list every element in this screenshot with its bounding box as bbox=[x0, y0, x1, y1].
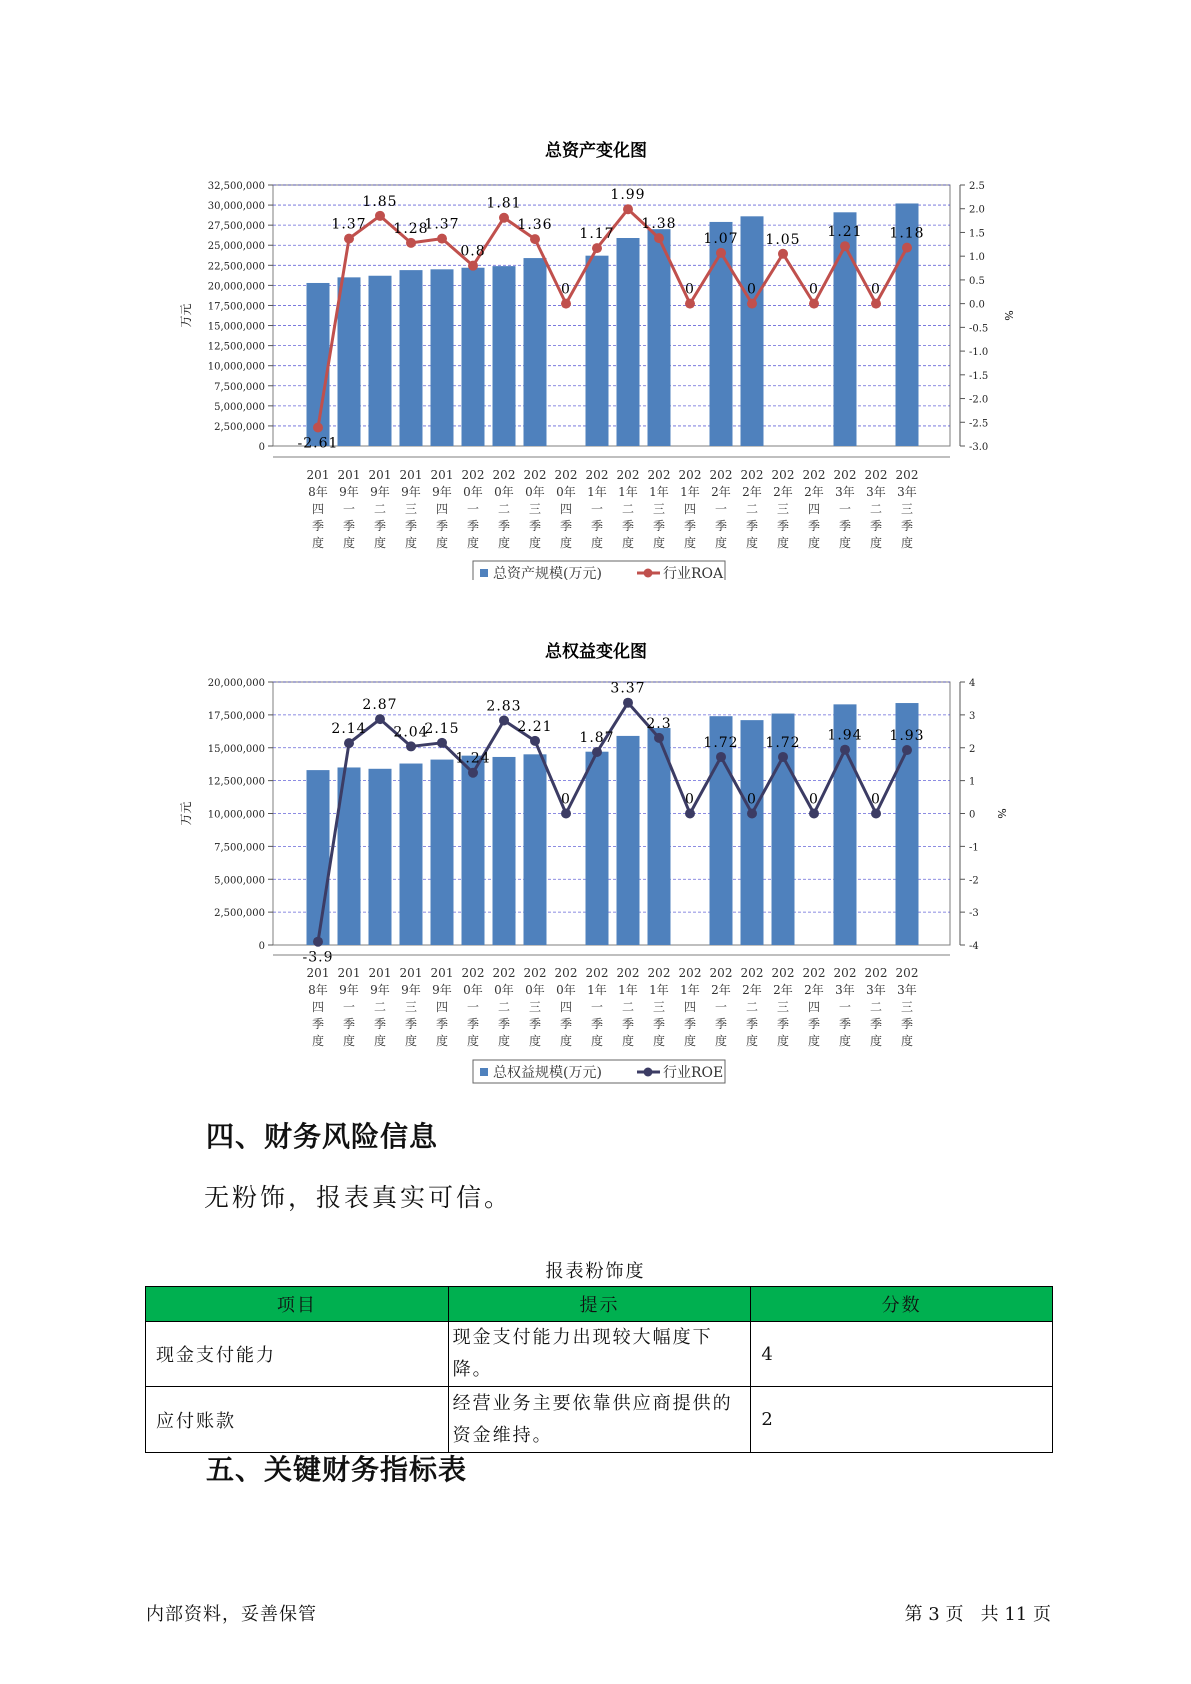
y2-tick-label: -0.5 bbox=[969, 323, 989, 335]
line-point bbox=[654, 733, 664, 743]
data-label: -3.9 bbox=[302, 949, 334, 966]
line-point bbox=[530, 234, 540, 244]
data-label: 2.87 bbox=[362, 697, 398, 714]
line-point bbox=[437, 234, 447, 244]
bar bbox=[493, 266, 516, 446]
section-four-heading: 四、财务风险信息 bbox=[206, 1120, 439, 1153]
line-point bbox=[499, 715, 509, 725]
line-point bbox=[747, 809, 757, 819]
y2-tick-label: -2.0 bbox=[969, 394, 989, 406]
data-label: 1.85 bbox=[362, 193, 398, 210]
y-axis-label: 万元 bbox=[179, 801, 193, 826]
x-tick-label: 201 9年二季度 bbox=[368, 966, 392, 1048]
data-label: 1.72 bbox=[765, 734, 801, 751]
x-tick-label: 201 9年一季度 bbox=[337, 966, 361, 1048]
footer-confidential: 内部资料，妥善保管 bbox=[146, 1604, 317, 1625]
line-point bbox=[313, 937, 323, 947]
x-tick-label: 201 9年二季度 bbox=[368, 468, 392, 550]
y-tick-label: 15,000,000 bbox=[207, 321, 265, 333]
data-label: -2.61 bbox=[297, 435, 339, 452]
y-tick-label: 0 bbox=[258, 941, 265, 952]
x-tick-label: 202 1年二季度 bbox=[616, 966, 640, 1048]
data-label: 1.81 bbox=[486, 195, 522, 212]
cell-item: 现金支付能力 bbox=[146, 1322, 449, 1387]
y2-axis-label: % bbox=[1002, 310, 1015, 321]
x-tick-label: 202 2年三季度 bbox=[771, 966, 795, 1048]
data-label: 0 bbox=[685, 281, 695, 298]
table-caption: 报表粉饰度 bbox=[545, 1261, 646, 1282]
data-label: 1.21 bbox=[827, 224, 863, 241]
legend-line-marker bbox=[644, 569, 653, 578]
y-tick-label: 5,000,000 bbox=[214, 875, 265, 887]
data-label: 1.38 bbox=[641, 216, 677, 233]
table-row bbox=[146, 1322, 1053, 1387]
x-tick-label: 202 0年三季度 bbox=[523, 966, 547, 1048]
bar bbox=[586, 256, 609, 446]
y-tick-label: 32,500,000 bbox=[207, 181, 265, 192]
bar bbox=[369, 769, 392, 945]
y-tick-label: 12,500,000 bbox=[207, 341, 265, 353]
bar bbox=[741, 216, 764, 446]
x-tick-label: 202 2年四季度 bbox=[802, 966, 826, 1048]
header-score: 分数 bbox=[751, 1287, 1053, 1322]
legend-bar-swatch bbox=[480, 569, 488, 577]
x-tick-label: 202 0年三季度 bbox=[523, 468, 547, 550]
line-point bbox=[809, 299, 819, 309]
data-label: 0 bbox=[809, 281, 819, 298]
y2-tick-label: 2 bbox=[969, 743, 976, 755]
y-tick-label: 7,500,000 bbox=[214, 381, 265, 393]
x-tick-label: 202 3年三季度 bbox=[895, 468, 919, 550]
data-label: 1.17 bbox=[579, 226, 615, 243]
data-label: 1.18 bbox=[889, 225, 925, 242]
x-tick-label: 202 1年一季度 bbox=[585, 468, 609, 550]
y2-tick-label: -1 bbox=[969, 842, 979, 854]
line-point bbox=[716, 248, 726, 258]
line-point bbox=[685, 809, 695, 819]
data-label: 2.14 bbox=[331, 721, 367, 738]
line-point bbox=[840, 745, 850, 755]
y2-tick-label: -1.0 bbox=[969, 347, 989, 359]
table-header-row bbox=[146, 1287, 1053, 1322]
data-label: 1.37 bbox=[424, 216, 460, 233]
data-label: 2.3 bbox=[646, 715, 672, 732]
y-tick-label: 5,000,000 bbox=[214, 401, 265, 413]
data-label: 1.37 bbox=[331, 216, 367, 233]
line-point bbox=[468, 261, 478, 271]
line-point bbox=[592, 243, 602, 253]
data-label: 1.24 bbox=[455, 750, 491, 767]
line-point bbox=[778, 752, 788, 762]
bar bbox=[617, 736, 640, 945]
line-point bbox=[344, 234, 354, 244]
line-point bbox=[778, 249, 788, 259]
line-point bbox=[747, 299, 757, 309]
y2-tick-label: 1 bbox=[969, 776, 976, 788]
line-point bbox=[840, 241, 850, 251]
line-point bbox=[871, 809, 881, 819]
x-tick-label: 202 0年四季度 bbox=[554, 468, 578, 550]
line-point bbox=[592, 747, 602, 757]
bar bbox=[431, 760, 454, 945]
bar bbox=[493, 757, 516, 945]
data-label: 0.8 bbox=[460, 243, 486, 260]
x-tick-label: 201 8年四季度 bbox=[306, 966, 330, 1048]
y-tick-label: 2,500,000 bbox=[214, 908, 265, 920]
line-point bbox=[406, 238, 416, 248]
header-item: 项目 bbox=[146, 1287, 449, 1322]
chart-title: 总资产变化图 bbox=[545, 141, 647, 161]
x-tick-label: 202 1年三季度 bbox=[647, 468, 671, 550]
y2-tick-label: -4 bbox=[969, 941, 979, 952]
y2-tick-label: 4 bbox=[969, 678, 976, 689]
data-label: 1.94 bbox=[827, 727, 863, 744]
chart-svg bbox=[0, 140, 1191, 580]
footer-page-number: 第 3 页 共 11 页 bbox=[904, 1604, 1051, 1625]
y2-tick-label: -2 bbox=[969, 875, 979, 887]
x-tick-label: 202 3年一季度 bbox=[833, 966, 857, 1048]
bar bbox=[586, 752, 609, 945]
line-point bbox=[685, 299, 695, 309]
data-label: 0 bbox=[871, 281, 881, 298]
y2-tick-label: 0.5 bbox=[969, 275, 985, 287]
y-axis-label: 万元 bbox=[179, 303, 193, 328]
x-tick-label: 202 2年一季度 bbox=[709, 966, 733, 1048]
line-point bbox=[468, 768, 478, 778]
y2-tick-label: 2.5 bbox=[969, 181, 985, 192]
y-tick-label: 25,000,000 bbox=[207, 241, 265, 253]
y-tick-label: 12,500,000 bbox=[207, 776, 265, 788]
x-tick-label: 202 1年四季度 bbox=[678, 966, 702, 1048]
line-point bbox=[871, 299, 881, 309]
line-point bbox=[809, 809, 819, 819]
x-tick-label: 202 2年二季度 bbox=[740, 966, 764, 1048]
data-label: 2.21 bbox=[517, 718, 553, 735]
cell-hint: 经营业务主要依靠供应商提供的资金维持。 bbox=[448, 1387, 751, 1453]
line-point bbox=[344, 738, 354, 748]
y-tick-label: 20,000,000 bbox=[207, 281, 265, 293]
y2-tick-label: 0 bbox=[969, 809, 976, 821]
data-label: 0 bbox=[747, 281, 757, 298]
y-tick-label: 15,000,000 bbox=[207, 743, 265, 755]
data-label: 1.99 bbox=[610, 187, 646, 204]
legend-bar-label: 总权益规模(万元) bbox=[493, 1065, 602, 1081]
data-label: 2.83 bbox=[486, 698, 522, 715]
legend-bar-swatch bbox=[480, 1068, 488, 1076]
x-tick-label: 202 1年四季度 bbox=[678, 468, 702, 550]
data-label: 0 bbox=[747, 791, 757, 808]
bar bbox=[431, 269, 454, 446]
y-tick-label: 2,500,000 bbox=[214, 421, 265, 433]
line-point bbox=[375, 211, 385, 221]
line-point bbox=[902, 243, 912, 253]
data-label: 1.07 bbox=[703, 230, 739, 247]
x-tick-label: 202 0年四季度 bbox=[554, 966, 578, 1048]
y2-tick-label: -3.0 bbox=[969, 442, 989, 453]
x-tick-label: 201 9年一季度 bbox=[337, 468, 361, 550]
line-point bbox=[561, 809, 571, 819]
data-label: 1.36 bbox=[517, 217, 553, 234]
cell-score: 4 bbox=[751, 1322, 1053, 1387]
line-point bbox=[902, 745, 912, 755]
data-label: 2.04 bbox=[393, 724, 429, 741]
cell-score: 2 bbox=[751, 1387, 1053, 1453]
y-tick-label: 17,500,000 bbox=[207, 710, 265, 722]
y2-tick-label: 0.0 bbox=[969, 299, 985, 311]
bar bbox=[617, 238, 640, 446]
bar bbox=[648, 229, 671, 446]
bar bbox=[524, 754, 547, 945]
x-tick-label: 202 1年二季度 bbox=[616, 468, 640, 550]
x-tick-label: 202 2年一季度 bbox=[709, 468, 733, 550]
chart-title: 总权益变化图 bbox=[545, 642, 647, 662]
y-tick-label: 0 bbox=[258, 442, 265, 453]
line-point bbox=[623, 204, 633, 214]
x-tick-label: 202 3年一季度 bbox=[833, 468, 857, 550]
data-label: 1.05 bbox=[765, 231, 801, 248]
y2-tick-label: -2.5 bbox=[969, 418, 989, 430]
y-tick-label: 7,500,000 bbox=[214, 842, 265, 854]
line-point bbox=[313, 422, 323, 432]
table-row bbox=[146, 1387, 1053, 1453]
bar bbox=[338, 277, 361, 446]
x-tick-label: 202 1年三季度 bbox=[647, 966, 671, 1048]
x-tick-label: 202 2年四季度 bbox=[802, 468, 826, 550]
legend-line-label: 行业ROE bbox=[663, 1065, 724, 1081]
data-label: 0 bbox=[685, 791, 695, 808]
line-point bbox=[716, 752, 726, 762]
x-tick-label: 202 0年一季度 bbox=[461, 468, 485, 550]
bar bbox=[369, 276, 392, 446]
bar bbox=[741, 720, 764, 945]
x-tick-label: 202 3年二季度 bbox=[864, 468, 888, 550]
data-label: 1.28 bbox=[393, 220, 429, 237]
x-tick-label: 201 9年三季度 bbox=[399, 468, 423, 550]
x-tick-label: 201 9年三季度 bbox=[399, 966, 423, 1048]
line-point bbox=[375, 714, 385, 724]
total-equity-chart bbox=[0, 640, 1191, 1100]
legend-bar-label: 总资产规模(万元) bbox=[493, 566, 602, 580]
legend-line-label: 行业ROA bbox=[663, 566, 724, 580]
data-label: 1.72 bbox=[703, 734, 739, 751]
x-tick-label: 202 0年一季度 bbox=[461, 966, 485, 1048]
y-tick-label: 30,000,000 bbox=[207, 201, 265, 213]
y2-tick-label: 1.5 bbox=[969, 228, 985, 240]
line-point bbox=[561, 299, 571, 309]
bar bbox=[307, 770, 330, 945]
bar bbox=[400, 270, 423, 446]
line-point bbox=[530, 736, 540, 746]
data-label: 0 bbox=[871, 791, 881, 808]
chart-svg bbox=[0, 640, 1191, 1100]
y-tick-label: 10,000,000 bbox=[207, 361, 265, 373]
y-tick-label: 22,500,000 bbox=[207, 261, 265, 273]
cell-hint: 现金支付能力出现较大幅度下降。 bbox=[448, 1322, 751, 1387]
y2-tick-label: 2.0 bbox=[969, 204, 985, 216]
data-label: 1.93 bbox=[889, 728, 925, 745]
y2-tick-label: -1.5 bbox=[969, 370, 989, 382]
line-point bbox=[654, 233, 664, 243]
line-point bbox=[406, 741, 416, 751]
bar bbox=[462, 268, 485, 446]
line-point bbox=[623, 698, 633, 708]
risk-table bbox=[145, 1286, 1053, 1453]
data-label: 0 bbox=[561, 791, 571, 808]
total-assets-chart bbox=[0, 140, 1191, 580]
x-tick-label: 202 2年三季度 bbox=[771, 468, 795, 550]
bar bbox=[400, 764, 423, 945]
section-five-heading: 五、关键财务指标表 bbox=[206, 1453, 468, 1486]
data-label: 2.15 bbox=[424, 720, 460, 737]
x-tick-label: 201 8年四季度 bbox=[306, 468, 330, 550]
x-tick-label: 202 3年二季度 bbox=[864, 966, 888, 1048]
x-tick-label: 202 1年一季度 bbox=[585, 966, 609, 1048]
x-tick-label: 202 0年二季度 bbox=[492, 468, 516, 550]
x-tick-label: 202 2年二季度 bbox=[740, 468, 764, 550]
header-hint: 提示 bbox=[448, 1287, 751, 1322]
y-tick-label: 27,500,000 bbox=[207, 221, 265, 233]
x-tick-label: 201 9年四季度 bbox=[430, 468, 454, 550]
x-tick-label: 202 0年二季度 bbox=[492, 966, 516, 1048]
y2-tick-label: 3 bbox=[969, 710, 976, 722]
y-tick-label: 17,500,000 bbox=[207, 301, 265, 313]
section-four-body: 无粉饰，报表真实可信。 bbox=[204, 1183, 513, 1212]
bar bbox=[524, 258, 547, 446]
cell-item: 应付账款 bbox=[146, 1387, 449, 1453]
y2-tick-label: -3 bbox=[969, 908, 979, 920]
x-tick-label: 202 3年三季度 bbox=[895, 966, 919, 1048]
y-tick-label: 20,000,000 bbox=[207, 678, 265, 689]
data-label: 1.87 bbox=[579, 730, 615, 747]
legend-line-marker bbox=[644, 1068, 653, 1077]
y2-axis-label: % bbox=[995, 808, 1008, 819]
line-point bbox=[437, 738, 447, 748]
bar bbox=[462, 756, 485, 945]
data-label: 3.37 bbox=[610, 680, 646, 697]
y2-tick-label: 1.0 bbox=[969, 252, 985, 264]
y-tick-label: 10,000,000 bbox=[207, 809, 265, 821]
data-label: 0 bbox=[809, 791, 819, 808]
x-tick-label: 201 9年四季度 bbox=[430, 966, 454, 1048]
data-label: 0 bbox=[561, 281, 571, 298]
line-point bbox=[499, 213, 509, 223]
